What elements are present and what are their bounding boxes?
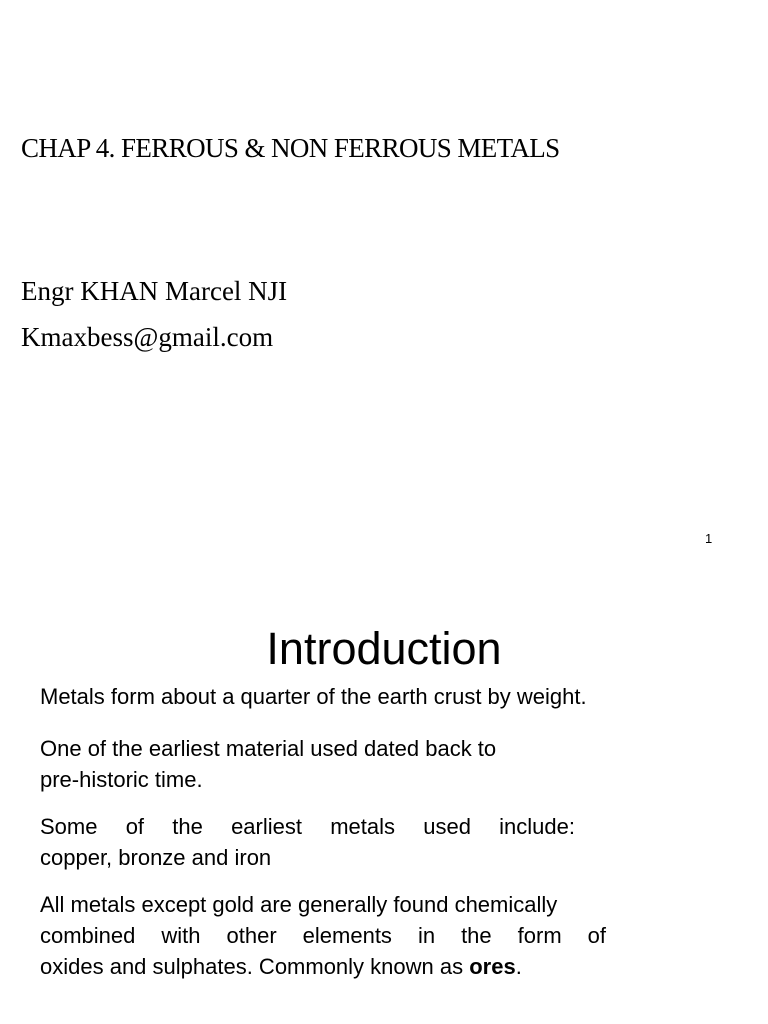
author-email: Kmaxbess@gmail.com <box>21 322 274 352</box>
paragraph-line: Some of the earliest metals used include: <box>40 814 575 839</box>
ores-suffix: . <box>515 954 522 979</box>
chapter-title: CHAP 4. FERROUS & NON FERROUS METALS <box>21 133 560 163</box>
paragraph-line: All metals except gold are generally found chemically <box>40 892 558 917</box>
ores-prefix: oxides and sulphates. Commonly known as <box>40 954 470 979</box>
introduction-slide <box>0 575 768 1024</box>
paragraph-line: pre-historic time. <box>40 767 203 792</box>
author-name: Engr KHAN Marcel NJI <box>21 276 288 306</box>
slide-heading: Introduction <box>266 623 502 674</box>
page-number: 1 <box>705 531 713 546</box>
paragraph-ores <box>40 889 640 982</box>
paragraph-earliest-material <box>40 733 496 795</box>
paragraph-line: One of the earliest material used dated back to <box>40 736 497 761</box>
paragraph-line: combined with other elements in the form of <box>40 923 606 948</box>
paragraph-metals-quarter: Metals form about a quarter of the earth crust by weight. <box>40 684 587 709</box>
paragraph-line-ores <box>40 951 640 982</box>
ores-term: ores <box>469 954 516 979</box>
paragraph-line: copper, bronze and iron <box>40 845 272 870</box>
paragraph-earliest-metals <box>40 811 575 873</box>
